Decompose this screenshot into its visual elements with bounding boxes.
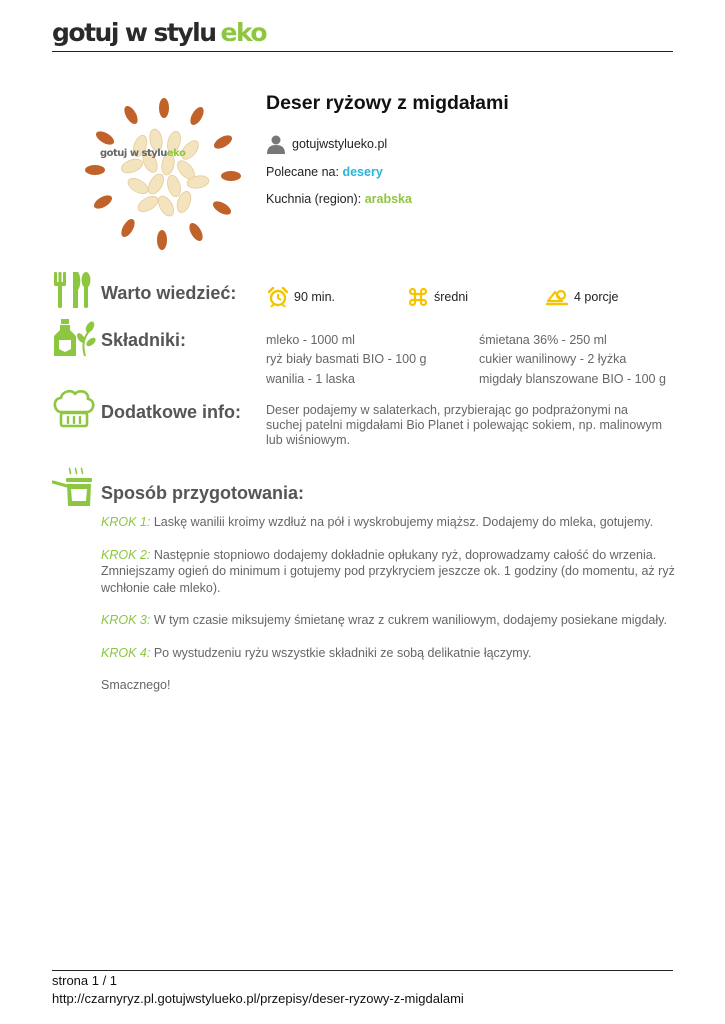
fact-time — [268, 287, 335, 307]
logo-part-1: gotuj — [52, 18, 118, 47]
footer-divider — [52, 970, 673, 971]
recipe-title: Deser ryżowy z migdałami — [266, 92, 509, 114]
step-2 — [101, 547, 686, 597]
cuisine-value[interactable]: arabska — [364, 192, 412, 206]
step-text: Następnie stopniowo dodajemy dokładnie opłukany ryż, doprowadzamy całość do wrzenia. Zmniejszamy ogień do minimum i gotujemy pod przykryciem jeszcze ok. 1 godziny (do momentu, aż ryż wchłonie całe mleko). — [101, 547, 675, 595]
recipe-author[interactable] — [266, 134, 387, 154]
logo-part-3: stylu — [153, 18, 216, 47]
method-steps — [101, 514, 686, 710]
additional-info-text: Deser podajemy w salaterkach, przybierając go podprażonymi na suchej patelni migdałami Bio Planet i polewając sokiem, np. malinowym lub wiśniowym. — [266, 403, 663, 447]
step-3 — [101, 612, 686, 629]
recommended-line — [266, 165, 383, 179]
cooking-pot-icon — [52, 466, 96, 510]
page-url[interactable]: http://czarnyryz.pl.gotujwstylueko.pl/przepisy/deser-ryzowy-z-migdalami — [52, 991, 464, 1006]
user-avatar-icon — [266, 134, 286, 154]
fact-time-value: 90 min. — [294, 290, 335, 304]
command-knot-icon — [408, 287, 428, 307]
site-logo[interactable] — [52, 18, 266, 48]
step-label: KROK 2: — [101, 547, 151, 562]
ingredient-item: śmietana 36% - 250 ml — [479, 333, 607, 347]
step-label: KROK 1: — [101, 515, 151, 529]
cuisine-line — [266, 192, 412, 206]
step-text: Po wystudzeniu ryżu wszystkie składniki ze sobą delikatnie łączymy. — [153, 645, 532, 660]
closing-text: Smacznego! — [101, 678, 171, 692]
recipe-image — [78, 90, 250, 260]
image-watermark: gotuj w stylueko — [100, 148, 186, 159]
servings-icon — [546, 287, 568, 307]
ingredient-item: mleko - 1000 ml — [266, 333, 355, 347]
ingredients-title: Składniki: — [101, 330, 187, 350]
logo-part-2: w — [124, 18, 147, 47]
facts-title: Warto wiedzieć: — [101, 283, 237, 303]
info-title: Dodatkowe info: — [101, 402, 241, 422]
step-text: W tym czasie miksujemy śmietanę wraz z cukrem waniliowym, dodajemy posiekane migdały. — [153, 613, 667, 627]
ingredient-item: ryż biały basmati BIO - 100 g — [266, 352, 427, 366]
page-number: strona 1 / 1 — [52, 973, 118, 988]
header-divider — [52, 51, 673, 52]
recommended-value[interactable]: desery — [342, 165, 383, 179]
alarm-clock-icon — [268, 287, 288, 307]
fact-difficulty — [408, 287, 468, 307]
chef-hat-icon — [52, 388, 96, 428]
step-label: KROK 4: — [101, 645, 151, 660]
fact-servings — [546, 287, 618, 307]
author-name: gotujwstylueko.pl — [292, 137, 388, 151]
logo-accent: eko — [220, 18, 267, 47]
bottle-herb-icon — [52, 318, 96, 358]
ingredient-item: wanilia - 1 laska — [266, 372, 355, 386]
step-4 — [101, 645, 686, 662]
step-label: KROK 3: — [101, 613, 151, 627]
recommended-label: Polecane na: — [266, 165, 339, 179]
cutlery-icon — [52, 270, 92, 310]
cuisine-label: Kuchnia (region): — [266, 192, 362, 206]
ingredient-item: migdały blanszowane BIO - 100 g — [479, 372, 666, 386]
ingredient-item: cukier wanilinowy - 2 łyżka — [479, 352, 627, 366]
step-1 — [101, 514, 686, 531]
fact-servings-value: 4 porcje — [574, 290, 619, 304]
step-text: Laskę wanilii kroimy wzdłuż na pół i wyskrobujemy miąższ. Dodajemy do mleka, gotujemy. — [153, 515, 654, 529]
fact-difficulty-value: średni — [434, 290, 469, 304]
method-title: Sposób przygotowania: — [101, 483, 305, 503]
